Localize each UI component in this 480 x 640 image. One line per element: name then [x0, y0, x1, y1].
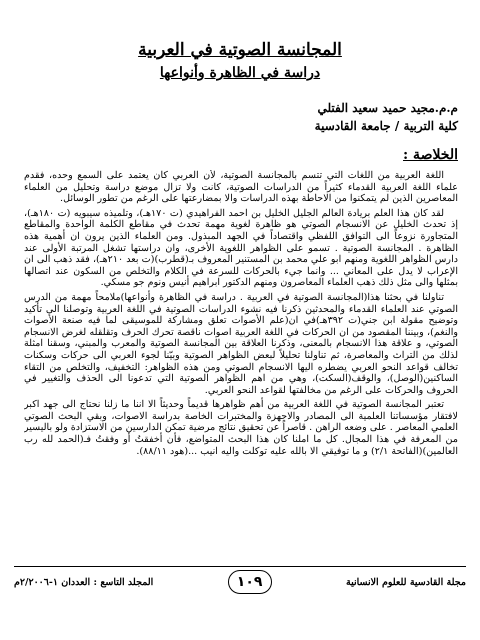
page-title: المجانسة الصوتية في العربية — [138, 40, 342, 60]
author-name: م.م.مجيد حميد سعيد الفتلي — [317, 101, 458, 115]
summary-body — [24, 170, 458, 562]
summary-heading: الخلاصة : — [403, 147, 458, 163]
summary-paragraph-2: لقد كان هذا العلم بريادة العالم الجليل الخليل بن احمد الفراهيدي (ت ١٧٠هـ)، وتلميذه سيبويه (ت ١٨٠هـ)، إذ تحدث الخليل عن الانسجام الصوتي هو ظاهرة لغوية مهمة تحدث في مقاطع الكلمة الواحدة والمقاطع المتجاورة نزوعاً الى التوافق اللفظي واقتصاداً في الجهد المبذول. ومن العلماء الذين يرون ان أهمية هذه الظاهرة . المجانسة الصوتية . تسمو على الظواهر اللغوية الأخرى، وان دراستها تشغل المرتبة الأولى عند دارس الظواهر اللغوية ومنهم ابو علي محمد بن المستنير المعروف بـ(قطرب)(ت بعد ٢١٠هـ)، فقد ذهب الى ان الإعراب لا يدل على المعاني ... وانما جيء بالحركات للسرعة في الكلام والتخلص من السكون عند اتصالها بمثلها والى مثل ذلك ذهب العلماء المعاصرون ومنهم الدكتور ابراهيم أنيس ونوم جو مسكي. — [24, 207, 458, 289]
footer-page-number: ١٠٩ — [228, 570, 272, 594]
page-subtitle: دراسة في الظاهرة وأنواعها — [159, 65, 321, 81]
footer-volume-issue: المجلد التاسع : العددان ١-٢/٢٠٠٦م — [14, 576, 154, 588]
page-footer — [14, 566, 466, 597]
author-affiliation: كلية التربية / جامعة القادسية — [314, 119, 458, 133]
footer-journal-name: مجلة القادسية للعلوم الانسانية — [345, 576, 466, 588]
summary-paragraph-1: اللغة العربية من اللغات التي تتسم بالمجانسة الصوتية، لأن العربي كان يعتمد على السمع وحده، فقدم علماء اللغة العربية القدماء كثيراً من الدراسات الصوتية، كانت ولا تزال موضع دراسة وتحليل من العلماء المعاصرين الذين لم يتمكنوا من الاحاطة بهذه الدراسات والا بمضارعتها على الرغم من تطور الوسائل. — [24, 170, 458, 205]
summary-paragraph-3: تناولنا في بحثنا هذا(المجانسة الصوتية في العربية . دراسة في الظاهرة وأنواعها)ملامحاً مهمة من الدرس الصوتي عند العلماء القدماء والمحدثين ذكرنا فيه نشوء الدراسات الصوتية في اللغة العربية وتوصلنا الى تأكيد وتوضيح مقولة ابن جني(ت ٣٩٢هـ)في ان(علم الأصوات تعلق ومشاركة للموسيقى لما فيه صنعة الأصوات والنغم)، وبيننا المقصود من ان الحركات في اللغة العربية اصوات ناقصة تحرك الحرف وتقلقله لغرض الانسجام الصوتي، و علاقة هذا الانسجام بالمعنى، وذكرنا العلاقة بين المجانسة الصوتية والمعرب والمبني، وسقنا امثلة لذلك من التراث والمعاصرة، ثم تناولنا تحليلاً لبعض الظواهر الصوتية وبيّنا لجوء العربي الى حركات وسكنات تخالف قواعد النحو العربي يضطره اليها الانسجام الصوتي ومن هذه الظواهر: التخفيف، والتخلص من التقاء الساكنين(الوصل)، والوقف(السكت)، وهي من اهم الظواهر الصوتية التي تدعونا الى الحذف والتغيير في الحروف والحركات على الرغم من مخالفتها لقواعد النحو العربي. — [24, 291, 458, 396]
summary-paragraph-4: تعتبر المجانسة الصوتية في اللغة العربية من أهم ظواهرها قديماً وحديثاً الا اننا ما زلنا نحتاج الى جهد اكبر لافتقار مؤسساتنا العلمية الى المصادر والاجهزة والمختبرات الخاصة بدراسة الاصوات، وبقي البحث الصوتي العلمي المعاصر . على وضعه الراهن . قاصراً عن تحقيق نتائج مرضية تمكن الدارسين من الاستزادة ولو باليسير من المعرفة في هذا المجال. كل ما املنا كان هذا البحث المتواضع، فأن أخفقتُ أو وفقتُ فـ(الحمد لله رب العالمين)(الفاتحة ٢/١) و ما توفيقي الا بالله عليه توكلت واليه انيب ...(هود ٨٨/١١). — [24, 399, 458, 457]
